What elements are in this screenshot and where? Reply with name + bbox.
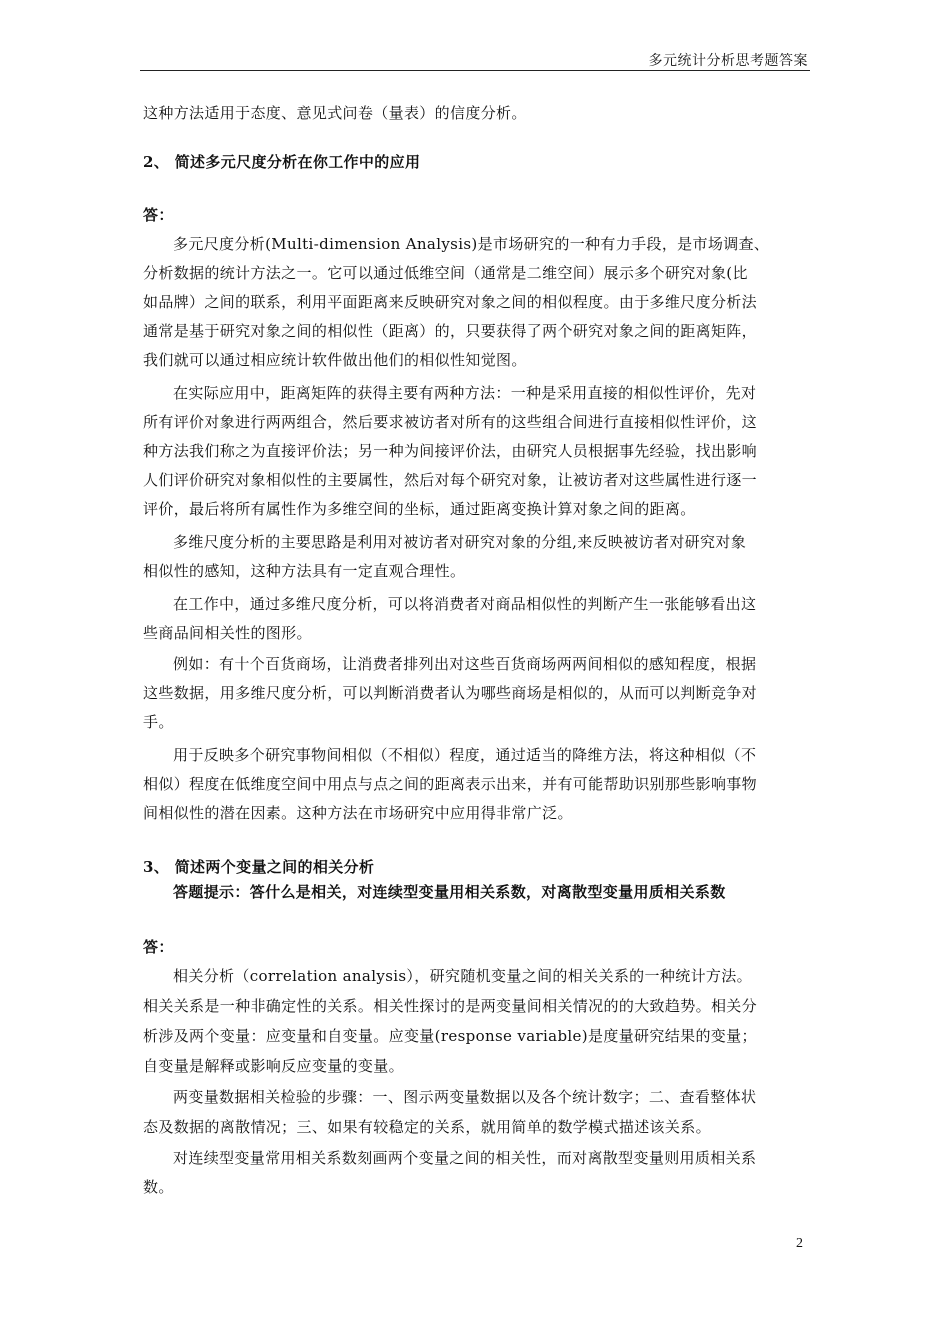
question-2-heading: 2、 简述多元尺度分析在你工作中的应用 <box>143 153 421 171</box>
header-rule <box>140 70 810 71</box>
paragraph-line: 相关关系是一种非确定性的关系。相关性探讨的是两变量间相关情况的的大致趋势。相关分 <box>143 997 758 1015</box>
paragraph-line: 在工作中，通过多维尺度分析，可以将消费者对商品相似性的判断产生一张能够看出这 <box>173 595 757 613</box>
paragraph-line: 在实际应用中，距离矩阵的获得主要有两种方法：一种是采用直接的相似性评价，先对 <box>173 384 757 402</box>
paragraph-line: 相似）程度在低维度空间中用点与点之间的距离表示出来，并有可能帮助识别那些影响事物 <box>143 775 758 793</box>
header-title: 多元统计分析思考题答案 <box>648 53 808 69</box>
question-3-hint: 答题提示：答什么是相关，对连续型变量用相关系数，对离散型变量用质相关系数 <box>173 883 726 901</box>
paragraph-line: 分析数据的统计方法之一。它可以通过低维空间（通常是二维空间）展示多个研究对象(比 <box>143 264 748 282</box>
paragraph-line: 相似性的感知，这种方法具有一定直观合理性。 <box>143 562 466 580</box>
paragraph-line: 这种方法适用于态度、意见式问卷（量表）的信度分析。 <box>143 104 527 122</box>
paragraph-line: 人们评价研究对象相似性的主要属性，然后对每个研究对象，让被访者对这些属性进行逐一 <box>143 471 758 489</box>
paragraph-line: 多维尺度分析的主要思路是利用对被访者对研究对象的分组,来反映被访者对研究对象 <box>173 533 747 551</box>
paragraph-line: 这些数据，用多维尺度分析，可以判断消费者认为哪些商场是相似的，从而可以判断竞争对 <box>143 684 758 702</box>
paragraph-line: 通常是基于研究对象之间的相似性（距离）的，只要获得了两个研究对象之间的距离矩阵， <box>143 322 758 340</box>
question-3-heading: 3、 简述两个变量之间的相关分析 <box>143 858 375 876</box>
paragraph-line: 所有评价对象进行两两组合，然后要求被访者对所有的这些组合间进行直接相似性评价，这 <box>143 413 758 431</box>
question-2-answer-label: 答： <box>143 206 174 224</box>
paragraph-line: 例如：有十个百货商场，让消费者排列出对这些百货商场两两间相似的感知程度，根据 <box>173 655 757 673</box>
paragraph-line: 种方法我们称之为直接评价法；另一种为间接评价法，由研究人员根据事先经验，找出影响 <box>143 442 758 460</box>
paragraph-line: 态及数据的离散情况；三、如果有较稳定的关系，就用简单的数学模式描述该关系。 <box>143 1118 711 1136</box>
paragraph-line: 相关分析（correlation analysis），研究随机变量之间的相关关系的一种统计方法。 <box>173 967 752 985</box>
paragraph-line: 析涉及两个变量：应变量和自变量。应变量(response variable)是度量研究结果的变量； <box>143 1027 757 1045</box>
paragraph-line: 评价，最后将所有属性作为多维空间的坐标，通过距离变换计算对象之间的距离。 <box>143 500 696 518</box>
paragraph-line: 些商品间相关性的图形。 <box>143 624 312 642</box>
paragraph-line: 间相似性的潜在因素。这种方法在市场研究中应用得非常广泛。 <box>143 804 573 822</box>
paragraph-line: 自变量是解释或影响反应变量的变量。 <box>143 1057 404 1075</box>
paragraph-line: 对连续型变量常用相关系数刻画两个变量之间的相关性，而对离散型变量则用质相关系 <box>173 1149 757 1167</box>
paragraph-line: 多元尺度分析(Multi-dimension Analysis)是市场研究的一种有力手段，是市场调查、 <box>173 235 770 253</box>
paragraph-line: 数。 <box>143 1178 174 1196</box>
paragraph-line: 用于反映多个研究事物间相似（不相似）程度，通过适当的降维方法，将这种相似（不 <box>173 746 757 764</box>
page-number: 2 <box>796 1236 803 1251</box>
paragraph-line: 两变量数据相关检验的步骤：一、图示两变量数据以及各个统计数字；二、查看整体状 <box>173 1088 757 1106</box>
paragraph-line: 我们就可以通过相应统计软件做出他们的相似性知觉图。 <box>143 351 527 369</box>
question-3-answer-label: 答： <box>143 938 174 956</box>
paragraph-line: 如品牌）之间的联系，利用平面距离来反映研究对象之间的相似程度。由于多维尺度分析法 <box>143 293 758 311</box>
paragraph-line: 手。 <box>143 713 174 731</box>
